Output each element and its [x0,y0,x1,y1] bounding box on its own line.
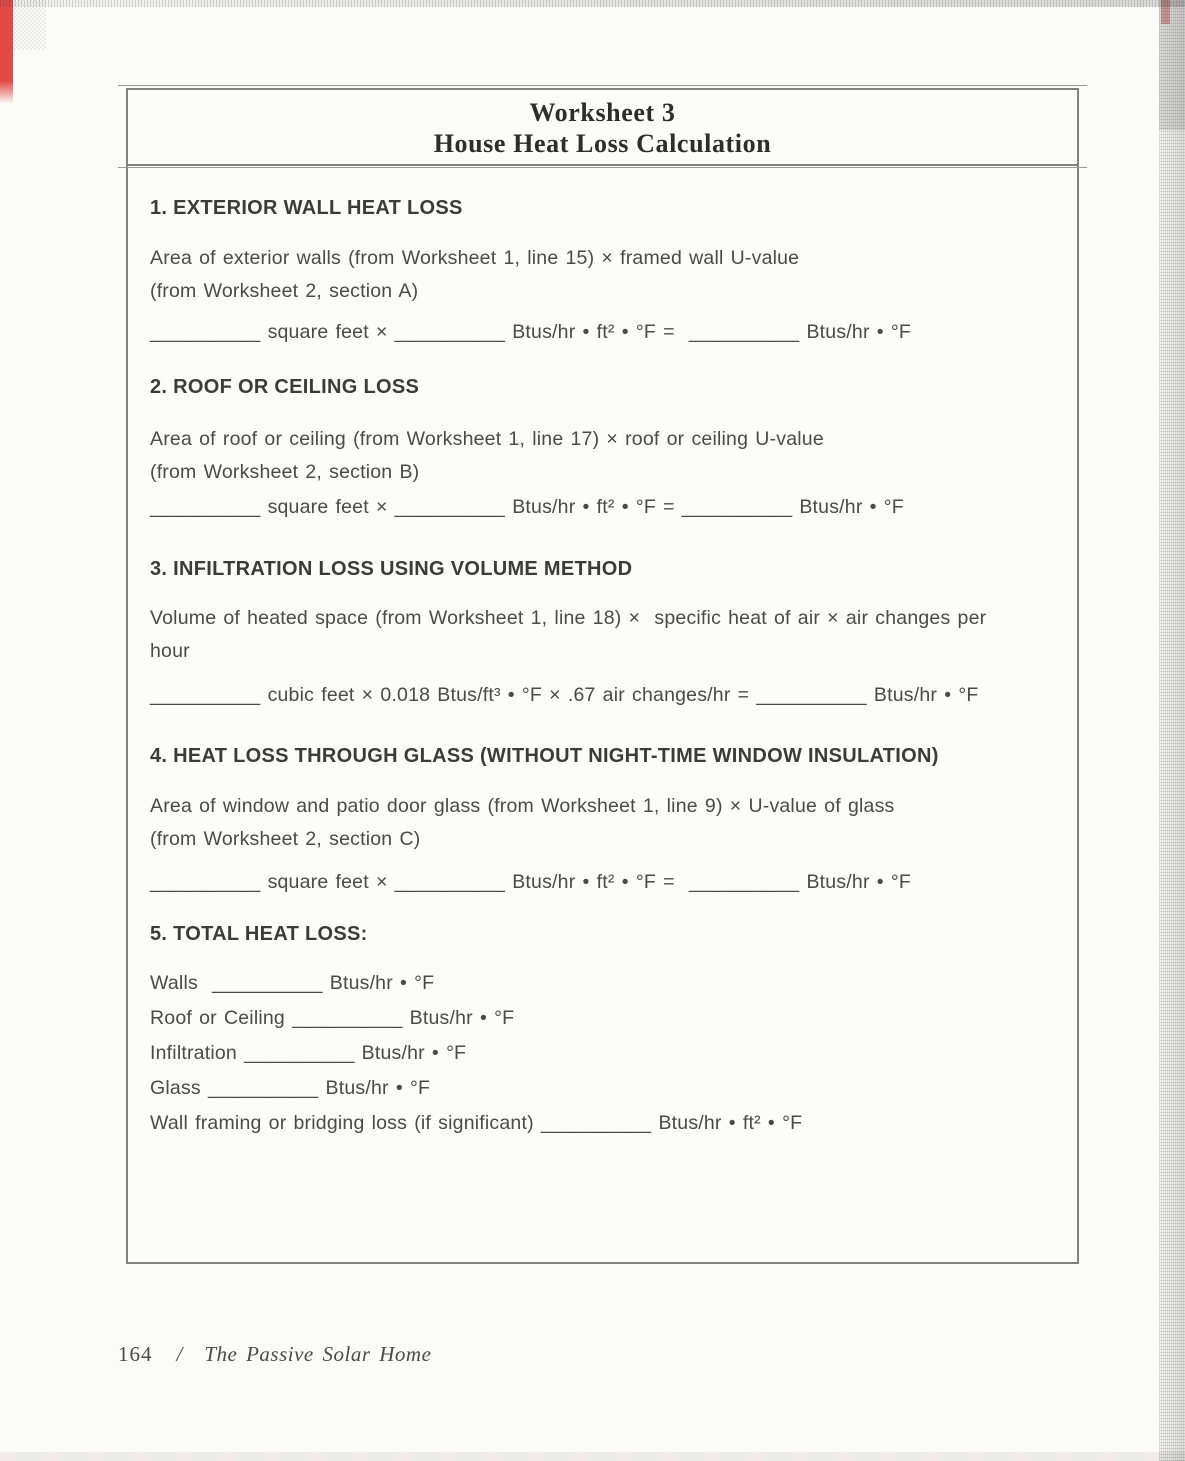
section-description-line: Area of window and patio door glass (from Worksheet 1, line 9) × U-value of glass [150,795,895,817]
section-heat-loss-through-glass [150,744,1047,894]
page-number: 164 [118,1342,153,1366]
worksheet-title-line2: House Heat Loss Calculation [433,129,772,158]
section-roof-or-ceiling-loss [150,375,1047,519]
section-heading: 3. INFILTRATION LOSS USING VOLUME METHOD [150,558,633,580]
scan-right-edge [1159,0,1185,1461]
section-description-line: Volume of heated space (from Worksheet 1, line 18) × specific heat of air × air changes per [150,607,987,629]
fill-in-formula-line: __________ square feet × __________ Btus/hr • ft² • °F = __________ Btus/hr • °F [150,496,904,518]
section-exterior-wall-heat-loss [150,196,1047,344]
worksheet-title [128,90,1077,166]
fill-in-formula-line: __________ square feet × __________ Btus/hr • ft² • °F = __________ Btus/hr • °F [150,871,912,893]
section-description-line: (from Worksheet 2, section C) [150,828,421,850]
worksheet-title-line1: Worksheet 3 [529,98,676,127]
section-description-line: Area of exterior walls (from Worksheet 1, line 15) × framed wall U-value [150,247,800,269]
total-row-walls: Walls __________ Btus/hr • °F [150,972,435,994]
total-row-infiltration: Infiltration __________ Btus/hr • °F [150,1042,467,1064]
scan-top-edge [0,0,1185,7]
fill-in-formula-line: __________ cubic feet × 0.018 Btus/ft³ • °F × .67 air changes/hr = __________ Btus/hr • °F [150,684,979,706]
section-total-heat-loss [150,922,1047,1135]
worksheet-body [128,196,1077,1135]
scan-hairline [118,85,1087,86]
section-heading: 4. HEAT LOSS THROUGH GLASS (WITHOUT NIGHT-TIME WINDOW INSULATION) [150,745,939,767]
worksheet-box [126,88,1079,1264]
scan-hairline [118,167,1087,168]
section-heading: 2. ROOF OR CEILING LOSS [150,376,420,398]
section-description-line: Area of roof or ceiling (from Worksheet 1, line 17) × roof or ceiling U-value [150,428,824,450]
total-row-roof-or-ceiling: Roof or Ceiling __________ Btus/hr • °F [150,1007,515,1029]
total-row-glass: Glass __________ Btus/hr • °F [150,1077,431,1099]
section-description-line: hour [150,640,190,662]
section-description-line: (from Worksheet 2, section A) [150,280,419,302]
fill-in-formula-line: __________ square feet × __________ Btus/hr • ft² • °F = __________ Btus/hr • °F [150,321,912,343]
book-title: The Passive Solar Home [204,1342,432,1366]
section-infiltration-loss [150,557,1047,707]
page-footer [118,1342,431,1367]
red-scan-artifact [0,0,13,104]
total-row-wall-framing: Wall framing or bridging loss (if significant) __________ Btus/hr • ft² • °F [150,1112,803,1134]
footer-separator: / [176,1342,183,1366]
scan-right-edge-shadow [1159,0,1185,130]
scan-bottom-edge [0,1452,1185,1461]
section-description-line: (from Worksheet 2, section B) [150,461,420,483]
section-heading: 5. TOTAL HEAT LOSS: [150,923,368,945]
section-heading: 1. EXTERIOR WALL HEAT LOSS [150,197,463,219]
